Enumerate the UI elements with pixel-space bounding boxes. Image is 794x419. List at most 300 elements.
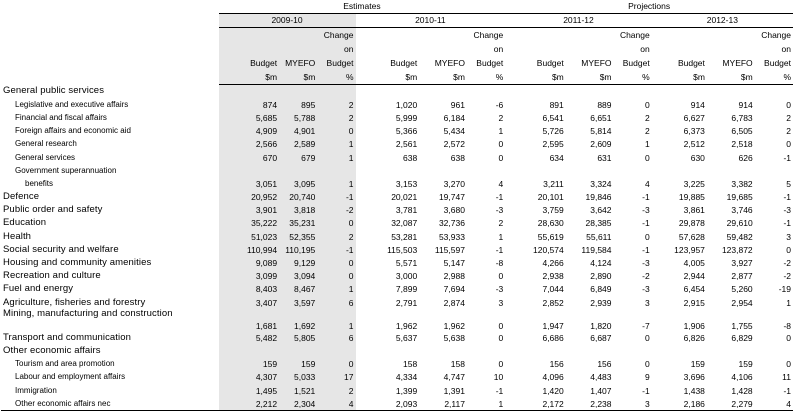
myefo-col-header: $m: [707, 70, 755, 85]
row-value: 3: [786, 231, 791, 242]
myefo-col-header: [279, 42, 317, 56]
row-value: 6: [317, 331, 355, 344]
row-value: 2,212: [219, 397, 280, 411]
row-value: [755, 85, 793, 99]
row-value: [419, 344, 467, 357]
row-value: 2,518: [731, 139, 753, 150]
change-col-header: on: [493, 43, 504, 54]
row-value: 1,947: [542, 321, 564, 332]
change-col-header: %: [467, 70, 505, 85]
row-value: 0: [498, 332, 504, 343]
budget-col-header: Budget: [390, 57, 418, 68]
row-value: [505, 85, 566, 99]
row-label: Government superannuation: [15, 165, 117, 175]
row-value: [317, 344, 355, 357]
row-value: 20,021: [391, 192, 418, 203]
row-value: -1: [783, 152, 791, 163]
row-value: 158: [450, 359, 465, 370]
row-value: 0: [644, 231, 650, 242]
row-value: 35,222: [219, 217, 280, 230]
row-value: 9,089: [219, 256, 280, 269]
row-label: Education: [3, 217, 47, 229]
row-value: [566, 164, 614, 177]
row-value: 5,482: [219, 331, 280, 344]
row-value: [614, 344, 652, 357]
row-value: 3,094: [279, 270, 317, 283]
row-label: Defence: [3, 191, 40, 203]
change-col-header: Change: [473, 29, 504, 40]
row-label: Housing and community amenities: [3, 257, 152, 269]
row-value: 889: [597, 99, 612, 110]
row-value: 59,482: [726, 231, 753, 242]
budget-col-header: [505, 28, 566, 43]
row-value: 1: [467, 397, 505, 411]
row-value: -19: [778, 284, 791, 295]
budget-col-header: [652, 42, 707, 56]
row-label: General services: [15, 152, 76, 162]
row-label: Fuel and energy: [3, 283, 74, 295]
row-value: 55,619: [537, 231, 564, 242]
year-2009-10: 2009-10: [219, 14, 356, 28]
row-value: [755, 164, 793, 177]
row-value: 4: [644, 178, 650, 189]
row-value: -1: [642, 244, 650, 255]
row-value: 2: [317, 384, 355, 397]
row-value: 159: [279, 358, 317, 371]
row-value: 1,820: [590, 321, 612, 332]
row-value: 6,687: [590, 332, 612, 343]
row-value: 914: [690, 99, 705, 110]
myefo-col-header: MYEFO: [279, 56, 317, 70]
row-value: 5,260: [731, 284, 753, 295]
table-row: [1, 204, 793, 217]
row-value: 2,609: [590, 139, 612, 150]
table-row: [1, 111, 793, 124]
row-value: 9,129: [279, 256, 317, 269]
row-value: 2: [317, 98, 355, 111]
row-value: 7,694: [443, 284, 465, 295]
header-blank: [1, 56, 219, 70]
row-value: 5,805: [279, 331, 317, 344]
row-value: 2,561: [395, 139, 418, 150]
row-value: 0: [317, 358, 355, 371]
row-value: -1: [642, 218, 650, 229]
row-label: Financial and fiscal affairs: [15, 112, 107, 122]
row-value: 53,281: [391, 231, 418, 242]
row-value: 2: [317, 111, 355, 124]
change-col-header: Budget: [622, 57, 650, 68]
row-value: 630: [690, 152, 705, 163]
row-value: 120,574: [533, 244, 564, 255]
row-value: -1: [783, 192, 791, 203]
row-value: 156: [549, 359, 564, 370]
budget-col-header: Budget: [219, 56, 280, 70]
row-value: 1: [317, 177, 355, 190]
row-value: 3,153: [395, 178, 418, 189]
budget-col-header: [356, 42, 420, 56]
row-value: 29,878: [678, 218, 705, 229]
row-value: [317, 164, 355, 177]
row-value: 1: [786, 297, 791, 308]
row-value: 35,231: [279, 217, 317, 230]
row-value: 1,428: [731, 385, 753, 396]
row-value: 3,407: [219, 296, 280, 309]
row-value: 6,184: [443, 112, 465, 123]
row-value: 53,933: [438, 231, 465, 242]
row-value: -1: [495, 385, 504, 396]
myefo-col-header: MYEFO: [722, 57, 753, 68]
row-label: Tourism and area promotion: [15, 359, 115, 369]
row-value: 2,238: [566, 397, 614, 411]
estimates-label: Estimates: [219, 0, 506, 14]
table-row: [1, 283, 793, 296]
budget-col-header: [356, 28, 420, 43]
row-value: 8,467: [279, 283, 317, 296]
row-value: 19,885: [678, 192, 705, 203]
row-value: 156: [597, 359, 612, 370]
row-value: 0: [786, 244, 791, 255]
row-value: 1,962: [395, 321, 418, 332]
row-value: 28,630: [537, 218, 564, 229]
header-blank: [1, 0, 219, 14]
row-value: 0: [786, 359, 791, 370]
row-value: 4,005: [683, 258, 705, 269]
row-value: [505, 344, 566, 357]
row-value: 123,872: [721, 244, 753, 255]
row-value: 6,454: [683, 284, 705, 295]
projections-label: Projections: [505, 0, 793, 14]
row-value: -3: [642, 258, 650, 269]
row-value: 0: [498, 271, 504, 282]
row-value: 1,399: [395, 385, 418, 396]
row-value: 20,740: [279, 191, 317, 204]
row-value: -1: [495, 244, 504, 255]
row-value: [707, 344, 755, 357]
row-value: 115,597: [434, 244, 465, 255]
row-value: 2: [644, 112, 650, 123]
row-value: 895: [279, 98, 317, 111]
table-row: [1, 397, 793, 411]
row-value: [279, 85, 317, 99]
row-value: 19,846: [585, 192, 612, 203]
row-label: Mining, manufacturing and construction: [3, 309, 173, 320]
row-value: 4,483: [590, 372, 612, 383]
budget-col-header: Budget: [677, 57, 705, 68]
row-value: 6,627: [683, 112, 705, 123]
budget-col-header: [219, 28, 280, 43]
row-value: 2,938: [542, 271, 564, 282]
row-label: Other economic affairs: [3, 344, 101, 356]
row-value: 2,566: [219, 138, 280, 151]
row-value: -3: [495, 205, 504, 216]
table-row: [1, 256, 793, 269]
row-value: 3,597: [279, 296, 317, 309]
table-row: [1, 98, 793, 111]
change-col-header: on: [640, 43, 650, 54]
row-value: 2: [317, 230, 355, 243]
row-value: [707, 85, 755, 99]
row-value: 19,747: [438, 192, 465, 203]
row-value: 2: [786, 126, 791, 137]
change-col-header: Budget: [764, 57, 791, 68]
row-value: 631: [597, 152, 612, 163]
row-value: 626: [738, 152, 753, 163]
row-value: 2,915: [683, 297, 705, 308]
row-value: 1,391: [443, 385, 465, 396]
row-value: 19,685: [726, 192, 753, 203]
row-value: 961: [450, 99, 465, 110]
row-value: 6,829: [731, 332, 753, 343]
row-value: [419, 85, 467, 99]
row-value: 17: [317, 371, 355, 384]
budget-col-header: $m: [505, 70, 566, 85]
row-value: -6: [495, 99, 504, 110]
year-2011-12: 2011-12: [505, 14, 651, 28]
row-value: 670: [219, 151, 280, 164]
row-label: Immigration: [15, 385, 57, 395]
table-body: [1, 85, 793, 411]
row-value: 2,595: [542, 139, 564, 150]
row-value: 4,124: [590, 258, 612, 269]
change-col-header: %: [614, 70, 652, 85]
row-value: 5: [786, 178, 791, 189]
row-value: 0: [644, 332, 650, 343]
row-value: 6,373: [683, 126, 705, 137]
row-value: [707, 164, 755, 177]
myefo-col-header: MYEFO: [434, 57, 465, 68]
row-value: 2,877: [731, 271, 753, 282]
row-value: 4,909: [219, 125, 280, 138]
row-value: 159: [690, 359, 705, 370]
row-value: 2,791: [395, 297, 418, 308]
row-value: 2,589: [279, 138, 317, 151]
row-value: -2: [783, 258, 791, 269]
row-value: -3: [642, 284, 650, 295]
row-value: [614, 164, 652, 177]
myefo-col-header: MYEFO: [581, 57, 612, 68]
row-value: 3,901: [219, 204, 280, 217]
row-value: [279, 344, 317, 357]
row-value: 6,826: [683, 332, 705, 343]
row-value: 3,211: [543, 178, 564, 189]
row-value: 115,503: [387, 244, 418, 255]
row-value: 6,541: [542, 112, 564, 123]
change-col-header: on: [781, 43, 791, 54]
row-value: -2: [317, 204, 355, 217]
myefo-col-header: [566, 28, 614, 43]
row-value: -8: [783, 321, 791, 332]
row-value: 6,849: [590, 284, 612, 295]
row-value: 3: [644, 297, 650, 308]
row-value: 20,952: [219, 191, 280, 204]
row-value: 3,861: [683, 205, 705, 216]
row-value: 3,099: [219, 270, 280, 283]
myefo-col-header: [419, 42, 467, 56]
row-value: 9: [644, 372, 650, 383]
row-value: 29,610: [726, 218, 753, 229]
row-value: 1,407: [590, 385, 612, 396]
row-value: 159: [219, 358, 280, 371]
row-value: 20,101: [537, 192, 564, 203]
row-value: 3: [614, 397, 652, 411]
table-row: [1, 358, 793, 371]
row-value: -1: [317, 243, 355, 256]
row-label: General research: [15, 139, 77, 149]
row-value: 3,324: [590, 178, 612, 189]
row-label: Transport and communication: [3, 331, 132, 343]
row-value: 4,106: [731, 372, 753, 383]
row-value: 55,611: [586, 231, 612, 242]
row-value: -1: [783, 385, 791, 396]
row-value: 3: [498, 297, 504, 308]
row-value: 4,307: [219, 371, 280, 384]
year-2010-11: 2010-11: [356, 14, 506, 28]
row-value: 1: [317, 138, 355, 151]
row-value: 1: [317, 151, 355, 164]
row-value: -8: [495, 258, 504, 269]
row-value: 5,571: [395, 258, 418, 269]
change-col-header: Change: [761, 29, 791, 40]
row-value: [755, 344, 793, 357]
row-value: 8,403: [219, 283, 280, 296]
row-value: 5,726: [542, 126, 564, 137]
row-value: 119,584: [581, 244, 612, 255]
row-value: 5,999: [395, 112, 418, 123]
row-value: 3,270: [443, 178, 465, 189]
row-value: 2,512: [683, 139, 705, 150]
row-value: -1: [642, 385, 650, 396]
myefo-col-header: $m: [566, 70, 614, 85]
row-value: 5,434: [443, 126, 465, 137]
year-2012-13: 2012-13: [652, 14, 793, 28]
row-value: 2,117: [419, 397, 467, 411]
row-value: 2,093: [356, 397, 420, 411]
row-value: 1,755: [731, 321, 753, 332]
budget-col-header: [505, 42, 566, 56]
row-value: [652, 344, 707, 357]
budget-col-header: [219, 42, 280, 56]
row-value: 2: [498, 218, 504, 229]
row-value: 159: [738, 359, 753, 370]
myefo-col-header: [419, 28, 467, 43]
header-blank: [1, 42, 219, 56]
row-value: 51,023: [219, 230, 280, 243]
row-value: 5,147: [443, 258, 465, 269]
myefo-col-header: $m: [419, 70, 467, 85]
row-value: 0: [317, 270, 355, 283]
row-label: Legislative and executive affairs: [15, 99, 129, 109]
row-value: 2,890: [590, 271, 612, 282]
row-value: 2: [786, 112, 791, 123]
row-value: 3,696: [683, 372, 705, 383]
row-value: -2: [783, 271, 791, 282]
row-label: Foreign affairs and economic aid: [15, 126, 131, 136]
budget-col-header: $m: [356, 70, 420, 85]
row-value: 1,521: [279, 384, 317, 397]
row-value: 10: [493, 372, 504, 383]
row-value: 0: [498, 139, 504, 150]
row-value: [566, 344, 614, 357]
row-value: 2,852: [542, 297, 564, 308]
row-value: [419, 164, 467, 177]
row-value: -3: [495, 284, 504, 295]
row-value: [652, 164, 707, 177]
table-row: [1, 344, 793, 357]
budget-col-header: Budget: [536, 57, 564, 68]
row-value: -1: [495, 192, 504, 203]
row-value: [566, 85, 614, 99]
table-row: [1, 309, 793, 331]
table-row: [1, 85, 793, 99]
change-col-header: %: [317, 70, 355, 85]
row-value: 2: [644, 126, 650, 137]
myefo-col-header: [279, 28, 317, 43]
row-value: 57,628: [678, 231, 705, 242]
row-value: -3: [642, 205, 650, 216]
row-value: 3,927: [731, 258, 753, 269]
myefo-col-header: [566, 42, 614, 56]
row-value: 0: [498, 321, 504, 332]
table-row: [1, 371, 793, 384]
row-value: 0: [498, 359, 504, 370]
row-value: 891: [549, 99, 564, 110]
change-col-header: Budget: [476, 57, 504, 68]
row-value: -7: [642, 321, 650, 332]
row-value: 1,962: [443, 321, 465, 332]
myefo-col-header: [707, 42, 755, 56]
table-row: [1, 270, 793, 283]
row-value: 3,818: [279, 204, 317, 217]
row-value: 5,685: [219, 111, 280, 124]
budget-col-header: $m: [219, 70, 280, 85]
row-value: [356, 164, 420, 177]
row-value: 5,638: [443, 332, 465, 343]
row-value: 5,637: [395, 332, 418, 343]
row-value: 3,000: [395, 271, 418, 282]
budget-col-header: [652, 28, 707, 43]
row-value: 2,944: [683, 271, 705, 282]
row-value: 1,495: [219, 384, 280, 397]
row-label: benefits: [25, 178, 54, 188]
row-value: 1,906: [683, 321, 705, 332]
row-value: [317, 85, 355, 99]
table-row: [1, 191, 793, 204]
row-value: 638: [450, 152, 465, 163]
row-value: 3,095: [279, 177, 317, 190]
row-value: 0: [317, 256, 355, 269]
row-label: Labour and employment affairs: [15, 372, 126, 382]
table-row: [1, 384, 793, 397]
row-value: 4,901: [279, 125, 317, 138]
row-value: 7,899: [395, 284, 418, 295]
row-value: 1,692: [279, 309, 317, 331]
row-value: 3,746: [731, 205, 753, 216]
row-value: -3: [783, 205, 791, 216]
row-value: 32,736: [438, 218, 465, 229]
row-value: 1,420: [542, 385, 564, 396]
row-value: 3,781: [395, 205, 418, 216]
row-value: 4,747: [443, 372, 465, 383]
myefo-col-header: $m: [279, 70, 317, 85]
row-value: 634: [549, 152, 564, 163]
row-value: 2,939: [590, 297, 612, 308]
row-value: 3,051: [219, 177, 280, 190]
change-col-header: Change: [317, 28, 355, 43]
row-value: [356, 344, 420, 357]
row-value: 3,642: [590, 205, 612, 216]
table-row: [1, 296, 793, 309]
row-value: 2,172: [505, 397, 566, 411]
